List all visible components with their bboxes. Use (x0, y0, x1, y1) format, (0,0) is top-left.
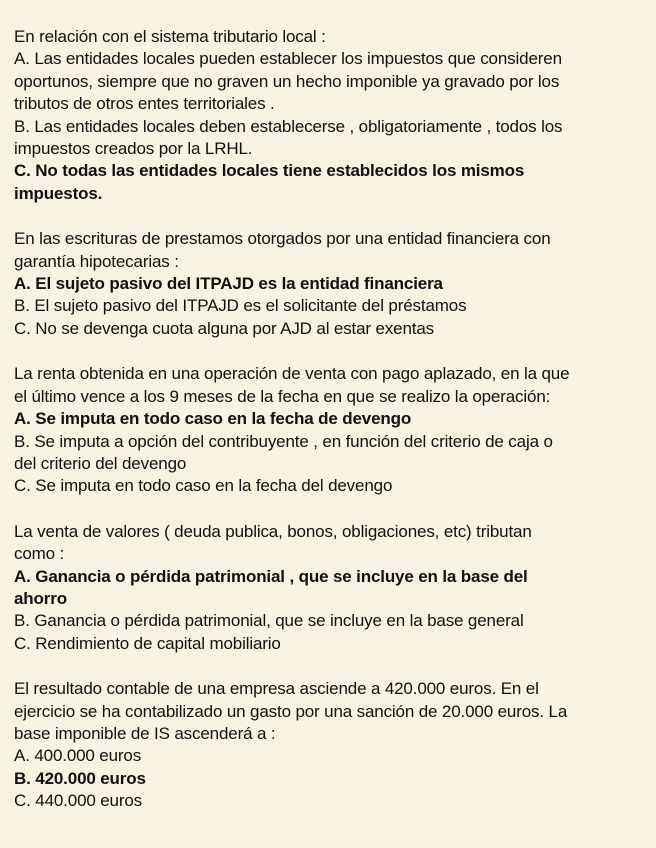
text-line: garantía hipotecarias : (14, 251, 179, 271)
correct-answer-line: C. No todas las entidades locales tiene establecidos los mismos (14, 161, 525, 181)
text-line: el último vence a los 9 meses de la fecha en que se realizo la operación: (14, 386, 551, 406)
question-block (14, 678, 648, 812)
text-line: base imponible de IS ascenderá a : (14, 723, 276, 743)
text-line: La venta de valores ( deuda publica, bonos, obligaciones, etc) tributan (14, 521, 532, 541)
correct-answer-line: impuestos. (14, 183, 103, 203)
text-line: El resultado contable de una empresa asciende a 420.000 euros. En el (14, 679, 539, 699)
correct-answer-line: B. 420.000 euros (14, 768, 146, 788)
text-line: C. 440.000 euros (14, 791, 143, 811)
text-line: como : (14, 544, 65, 564)
text-line: impuestos creados por la LRHL. (14, 139, 253, 159)
text-line: B. Ganancia o pérdida patrimonial, que se incluye en la base general (14, 611, 524, 631)
text-line: ejercicio se ha contabilizado un gasto por una sanción de 20.000 euros. La (14, 701, 568, 721)
question-block (14, 521, 648, 655)
question-block (14, 26, 648, 205)
question-block (14, 228, 648, 340)
text-line: tributos de otros entes territoriales . (14, 94, 275, 114)
text-line: B. Se imputa a opción del contribuyente , en función del criterio de caja o (14, 431, 553, 451)
correct-answer-line: A. El sujeto pasivo del ITPAJD es la entidad financiera (14, 274, 443, 294)
text-line: A. 400.000 euros (14, 746, 142, 766)
text-line: B. El sujeto pasivo del ITPAJD es el solicitante del préstamos (14, 296, 467, 316)
correct-answer-line: A. Ganancia o pérdida patrimonial , que se incluye en la base del (14, 566, 528, 586)
text-line: oportunos, siempre que no graven un hecho imponible ya gravado por los (14, 71, 560, 91)
correct-answer-line: ahorro (14, 588, 67, 608)
text-line: A. Las entidades locales pueden establecer los impuestos que consideren (14, 49, 562, 69)
text-line: C. Rendimiento de capital mobiliario (14, 633, 281, 653)
text-line: C. No se devenga cuota alguna por AJD al estar exentas (14, 318, 434, 338)
text-line: En las escrituras de prestamos otorgados por una entidad financiera con (14, 229, 551, 249)
text-line: En relación con el sistema tributario local : (14, 27, 326, 46)
text-line: del criterio del devengo (14, 453, 187, 473)
question-list (14, 26, 648, 813)
text-line: C. Se imputa en todo caso en la fecha del devengo (14, 476, 393, 496)
correct-answer-line: A. Se imputa en todo caso en la fecha de devengo (14, 409, 412, 429)
text-line: La renta obtenida en una operación de venta con pago aplazado, en la que (14, 364, 570, 384)
question-block (14, 363, 648, 497)
text-line: B. Las entidades locales deben establecerse , obligatoriamente , todos los (14, 116, 563, 136)
